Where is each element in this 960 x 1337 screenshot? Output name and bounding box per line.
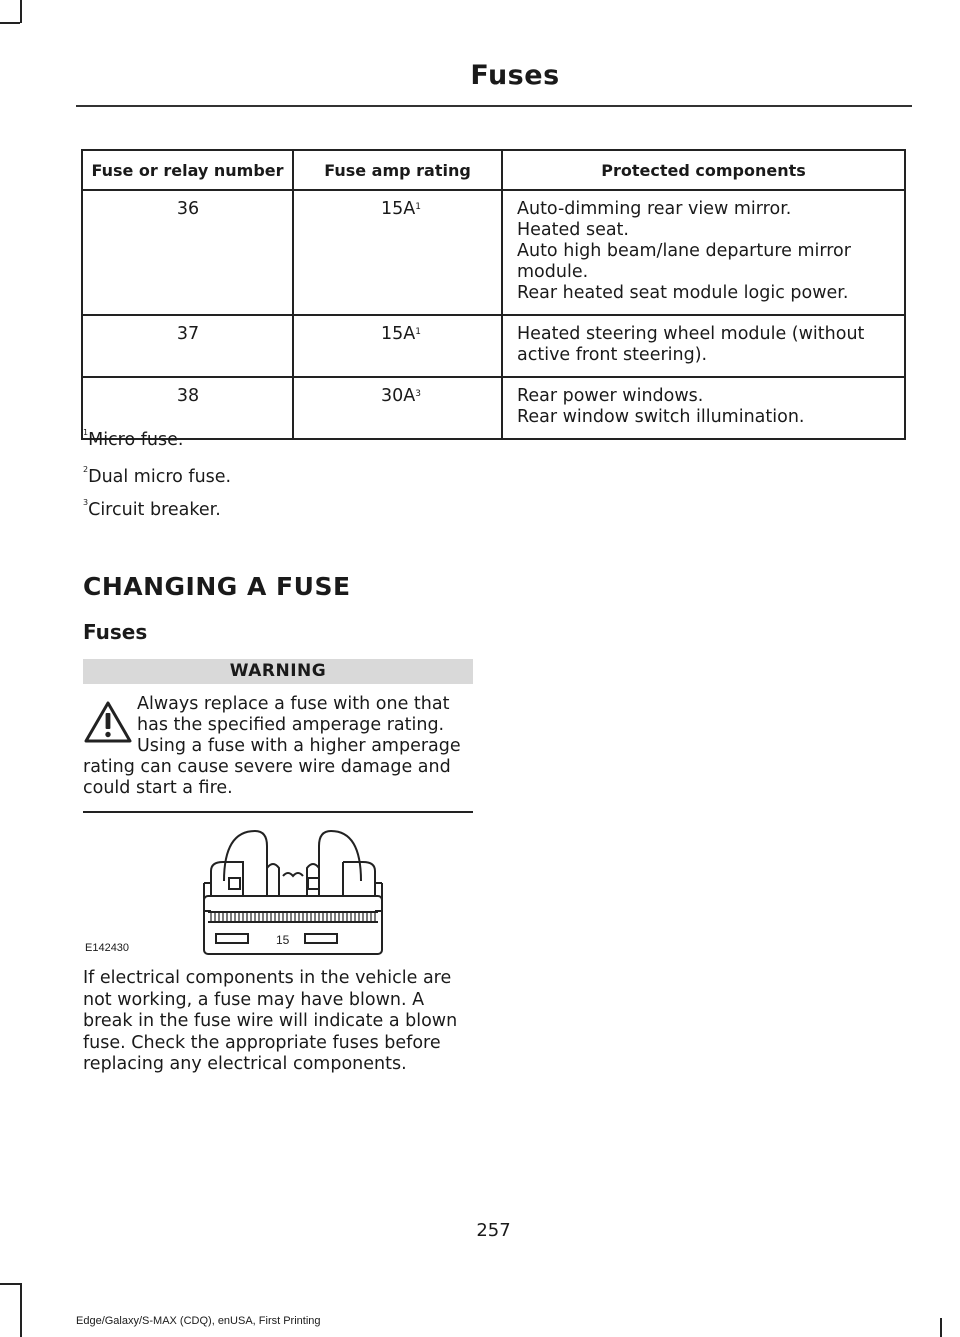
warning-text: Always replace a fuse with one that has the specified amperage rating. Using a fuse with a higher amperage rating can cause severe wire damage and could start a fire. [83,694,461,798]
crop-mark [940,1318,942,1337]
component-line: Auto-dimming rear view mirror. [517,199,792,219]
component-line: Rear window switch illumination. [517,407,805,427]
document-id: Edge/Galaxy/S-MAX (CDQ), enUSA, First Printing [76,1315,321,1327]
page-number: 257 [476,1220,511,1241]
crop-mark [20,0,22,23]
component-line: Rear heated seat module logic power. [517,283,849,303]
table-row [82,315,905,377]
column-header: Fuse or relay number [82,150,293,190]
protected-components [502,315,905,377]
table-row [82,190,905,315]
body-paragraph: If electrical components in the vehicle are not working, a fuse may have blown. A break in the fuse wire will indicate a blown fuse. Check the appropriate fuses before replacing any electrical components. [83,968,458,1074]
figure-code: E142430 [85,942,130,954]
component-line: Heated steering wheel module (without active front steering). [517,324,865,365]
fuse-number: 36 [82,190,293,315]
footnote: $^1$Micro fuse. [83,428,184,450]
warning-label: WARNING [83,659,473,684]
protected-components [502,190,905,315]
subsection-heading: Fuses [83,620,148,644]
component-line: Rear power windows. [517,386,704,406]
header-divider [76,105,912,107]
table-row [82,377,905,439]
blade-fuse-icon [83,826,473,961]
warning-triangle-icon [83,700,133,744]
fuse-number: 38 [82,377,293,439]
fuse-table [81,149,906,440]
fuse-rating-label: 15 [276,933,290,947]
crop-mark [0,22,20,24]
warning-divider [83,811,473,813]
crop-mark [0,1283,20,1285]
protected-components [502,377,905,439]
table-header-row [82,150,905,190]
warning-body [83,694,473,799]
fuse-number: 37 [82,315,293,377]
amp-rating: $15A^1$ [293,190,502,315]
amp-rating: $15A^1$ [293,315,502,377]
crop-mark [20,1283,22,1337]
footnote: $^2$Dual micro fuse. [83,465,232,487]
section-heading: CHANGING A FUSE [83,572,351,601]
page-title: Fuses [470,60,560,91]
fuse-illustration [83,826,473,961]
amp-rating: $30A^3$ [293,377,502,439]
footnote: $^3$Circuit breaker. [83,498,221,520]
warning-box [83,659,473,813]
column-header: Fuse amp rating [293,150,502,190]
component-line: Auto high beam/lane departure mirror module. [517,241,851,282]
column-header: Protected components [502,150,905,190]
component-line: Heated seat. [517,220,629,240]
